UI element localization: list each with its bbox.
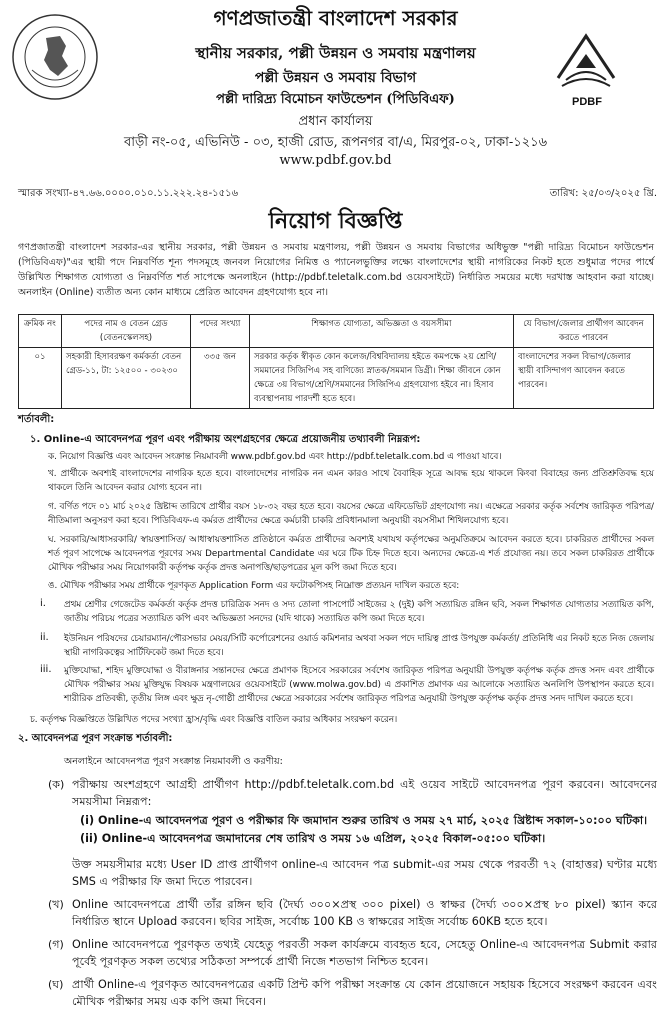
online-rule-ka: পরীক্ষায় অংশগ্রহণে আগ্রহী প্রার্থীগণ http://pdbf.teletalk.com.bd এই ওয়েব সাইটে আবেদনপত্র পূরণ করবেন। আবেদনের সময়সীমা নিম্নরূপ: <box>72 778 657 808</box>
condition-ga: গ. বর্ণিত পদে ০১ মার্চ ২০২৫ খ্রিষ্টাব্দ তারিখে প্রার্থীর বয়স ১৮-৩২ বছর হতে হবে। বয়সের ক্ষেত্রে এফিডেভিট গ্রহণযোগ্য নয়। এক্ষেত্রে সরকার কর্তৃক সর্বশেষ জারিকৃত পরিপত্র/ নীতিমালা অনুসরণ করা হবে। পিডিবিএফ-এ কর্মরত প্রার্থীদের ক্ষেত্রে কর্মচারী চাকরি প্রবিধানমালা অনুযায়ী বয়সসীমা শিথিলযোগ্য হবে। <box>48 502 654 526</box>
conditions-heading: শর্তাবলী: <box>18 414 55 425</box>
deadline-start: (i) Online-এ আবেদনপত্র পূরণ ও পরীক্ষার ফি জমাদান শুরুর তারিখ ও সময় ২৭ মার্চ, ২০২৫ খ্রিষ্টাব্দ সকাল-১০:০০ ঘটিকা। <box>80 814 648 827</box>
office-name: প্রধান কার্যালয় <box>298 114 373 129</box>
government-title: গণপ্রজাতন্ত্রী বাংলাদেশ সরকার <box>213 6 458 30</box>
table-row <box>19 348 654 409</box>
col-eligible: যে বিভাগ/জেলার প্রার্থীগণ আবেদন করতে পারবেন <box>514 315 654 348</box>
intro-paragraph: গণপ্রজাতন্ত্রী বাংলাদেশ সরকার-এর স্থানীয় সরকার, পল্লী উন্নয়ন ও সমবায় মন্ত্রণালয়, পল্লী উন্নয়ন ও সমবায় বিভাগের অধিভুক্ত "পল্লী দারিদ্র্য বিমোচন ফাউন্ডেশন (পিডিবিএফ)"এর স্থায়ী পদে নিম্নবর্ণিত শূন্য পদসমূহে জনবল নিয়োগের নিমিত্ত ও প্যানেলভুক্তির লক্ষ্যে বাংলাদেশের স্থায়ী নাগরিকের নিকট হতে শুধুমাত্র পদের পার্শ্বে উল্লিখিত শিক্ষাগত যোগ্যতা ও নিম্নবর্ণিত শর্ত সাপেক্ষে অনলাইনে (http://pdbf.teletalk.com.bd ওয়েবসাইটে) নির্ধারিত সময়ের মধ্যে দরখাস্ত আহবান করা যাচ্ছে। অনলাইন (Online) ব্যতীত অন্য কোন মাধ্যমে প্রেরিত আবেদন গ্রহণযোগ্য হবে না। <box>18 242 654 298</box>
condition-umo: ঙ. মৌখিক পরীক্ষার সময় প্রার্থীকে পূরণকৃত Application Form এর ফটোকপিসহ নিম্নোক্ত প্রত্যয়ন দাখিল করতে হবে: <box>48 581 460 591</box>
vacancy-table <box>18 314 654 409</box>
cell-post: সহকারী হিসাবরক্ষণ কর্মকর্তা বেতন গ্রেড-১১, টা: ১২৫০০ - ৩০২৩০ <box>62 348 191 409</box>
condition-ii: ইউনিয়ন পরিষদের চেয়ারম্যান/পৌরসভার মেয়র/সিটি কর্পোরেশনের ওয়ার্ড কমিশনার অথবা সকল পদে দায়িত্ব প্রাপ্ত উপযুক্ত কর্মকর্তা/ প্রতিনিধি এর নিকট হতে নিজ জেলায় স্থায়ী নাগরিকত্বের সার্টিফিকেট জমা দিতে হবে। <box>64 634 654 658</box>
office-address: বাড়ী নং-০৫, এভিনিউ - ০৩, হাজী রোড, রূপনগর বা/এ, মিরপুর-০২, ঢাকা-১২১৬ <box>123 135 548 150</box>
notice-title: নিয়োগ বিজ্ঞপ্তি <box>268 208 403 234</box>
cell-qualification: সরকার কর্তৃক স্বীকৃত কোন কলেজ/বিশ্ববিদ্যালয় হইতে কমপক্ষে ২য় শ্রেণি/সমমানের সিজিপিএ সহ বাণিজ্যে স্নাতক/সমমান ডিগ্রী। শিক্ষা জীবনে কোন ক্ষেত্রে ৩য় বিভাগ/শ্রেণি/সমমানের সিজিপিএ গ্রহণযোগ্য হইবে না। হিসাব ব্যবস্থাপনায় পারদর্শী হতে হবে। <box>250 348 514 409</box>
roman-iii: iii. <box>40 664 52 675</box>
ministry-name: স্থানীয় সরকার, পল্লী উন্নয়ন ও সমবায় মন্ত্রণালয় <box>195 44 476 62</box>
roman-ii: ii. <box>40 632 49 643</box>
condition-kha: খ. প্রার্থীকে অবশ্যই বাংলাদেশের নাগরিক হতে হবে। বাংলাদেশের নাগরিক নন এমন কারও সাথে বৈবাহিক সূত্রে আবদ্ধ হয়ে থাকলে কিংবা বিবাহের জন্য প্রতিশ্রুতিবদ্ধ হয়ে থাকলে তিনি আবেদন করার যোগ্য হবেন না। <box>48 469 654 493</box>
mark-kha: (খ) <box>48 898 64 911</box>
letterhead <box>0 0 671 170</box>
memo-number: স্মারক সংখ্যা-৪৭.৬৬.০০০০.০১০.১১.২২২.২৪-১৫১৬ <box>18 188 239 199</box>
memo-date: তারিখ: ২৫/০৩/২০২৫ খ্রি. <box>549 188 657 199</box>
col-qualification: শিক্ষাগত যোগ্যতা, অভিজ্ঞতা ও বয়সসীমা <box>250 315 514 348</box>
mark-ka: (ক) <box>48 778 65 791</box>
col-serial: ক্রমিক নং <box>19 315 62 348</box>
fee-payment-note: উক্ত সময়সীমার মধ্যে User ID প্রাপ্ত প্রার্থীগণ online-এ আবেদন পত্র submit-এর সময় থেকে পরবর্তী ৭২ (বাহাত্তর) ঘণ্টার মধ্যে SMS এ পরীক্ষার ফি জমা দিতে পারবেন। <box>72 858 657 888</box>
online-rule-kha: Online আবেদনপত্রে প্রার্থী তাঁর রঙ্গিন ছবি (দৈর্ঘ্য ৩০০×প্রস্থ ৩০০ pixel) ও স্বাক্ষর (দৈর্ঘ্য ৩০০×প্রস্থ ৮০ pixel) স্ক্যান করে নির্ধারিত স্থানে Upload করবেন। ছবির সাইজ, সর্বোচ্চ 100 KB ও স্বাক্ষরের সাইজ সর্বোচ্চ 60KB হতে হবে। <box>72 898 657 928</box>
mark-gha: (ঘ) <box>48 978 64 991</box>
division-name: পল্লী উন্নয়ন ও সমবায় বিভাগ <box>254 70 417 86</box>
col-count: পদের সংখ্যা <box>191 315 250 348</box>
foundation-name: পল্লী দারিদ্র্য বিমোচন ফাউন্ডেশন (পিডিবিএফ) <box>216 92 455 107</box>
section-1-heading: ১. Online-এ আবেদনপত্র পূরণ এবং পরীক্ষায় অংশগ্রহণের ক্ষেত্রে প্রয়োজনীয় তথ্যাবলী নিম্নরূপ: <box>30 434 421 445</box>
online-rule-ga: Online আবেদনপত্রে পূরণকৃত তথ্যই যেহেতু পরবর্তী সকল কার্যক্রমে ব্যবহৃত হবে, সেহেতু Online-এ আবেদনপত্র Submit করার পূর্বেই পূরণকৃত সকল তথ্যের সঠিকতা সম্পর্কে প্রার্থী নিজে শতভাগ নিশ্চিত হবেন। <box>72 938 657 968</box>
condition-ka: ক. নিয়োগ বিজ্ঞপ্তি এবং আবেদন সংক্রান্ত নিয়মাবলী www.pdbf.gov.bd এবং http://pdbf.teletalk.com.bd এ পাওয়া যাবে। <box>48 452 502 462</box>
mark-ga: (গ) <box>48 938 64 951</box>
condition-gha: ঘ. সরকারি/আধাসরকারি/ স্বায়ত্তশাসিত/ আধাস্বায়ত্তশাসিত প্রতিষ্ঠানে কর্মরত প্রার্থীদের অবশ্যই যথাযথ কর্তৃপক্ষের অনুমতিক্রমে আবেদন করতে হবে। চাকরিরত প্রার্থীদের সকল শর্ত পূরণ সাপেক্ষে আবেদনপত্র পূরণের সময় Departmental Candidate এর ঘরে টিক চিহ্ন দিতে হবে। অন্যদের ক্ষেত্রে-এ শর্ত প্রযোজ্য নয়। তবে সকল চাকরিরত প্রার্থীকে মৌখিক পরীক্ষার সময় নিয়োগকারী কর্তৃপক্ষ কর্তৃক প্রদত্ত অনাপত্তি/ছাড়পত্রের মূল কপি জমা দিতে হবে। <box>48 535 654 573</box>
pdbf-logo-icon <box>552 28 620 100</box>
roman-i: i. <box>40 598 46 609</box>
online-rules-intro: অনলাইনে আবেদনপত্র পূরণ সংক্রান্ত নিয়মাবলী ও করণীয়: <box>64 756 283 767</box>
condition-cha: চ. কর্তৃপক্ষ বিজ্ঞপ্তিতে উল্লিখিত পদের সংখ্যা হ্রাস/বৃদ্ধি এবং বিজ্ঞপ্তি বাতিল করার অধিকার সংরক্ষণ করেন। <box>30 715 398 725</box>
table-header-row <box>19 315 654 348</box>
cell-count: ৩৩৫ জন <box>191 348 250 409</box>
online-rule-gha: প্রার্থী Online-এ পূরণকৃত আবেদনপত্রের একটি প্রিন্ট কপি পরীক্ষা সংক্রান্ত যে কোন প্রয়োজনে সহায়ক হিসেবে সংরক্ষণ করবেন এবং মৌখিক পরীক্ষার সময় এক কপি জমা দিবেন। <box>72 978 657 1008</box>
website: www.pdbf.gov.bd <box>279 153 392 168</box>
condition-i: প্রথম শ্রেণীর গেজেটেড কর্মকর্তা কর্তৃক প্রদত্ত চারিত্রিক সনদ ও সদ্য তোলা পাসপোর্ট সাইজের ২ (দুই) কপি সত্যায়িত রঙ্গিন ছবি, সকল শিক্ষাগত যোগ্যতার সত্যায়িত কপি, জাতীয় পরিচয় পত্রের সত্যায়িত কপি এবং অভিজ্ঞতা সনদের (যদি থাকে) সত্যায়িত কপি জমা দিতে হবে। <box>64 600 654 624</box>
cell-serial: ০১ <box>19 348 62 409</box>
logo-caption: PDBF <box>572 96 602 108</box>
cell-eligible: বাংলাদেশের সকল বিভাগ/জেলার স্থায়ী বাসিন্দাগণ আবেদন করতে পারবেন। <box>514 348 654 409</box>
section-2-heading: ২. আবেদনপত্র পূরণ সংক্রান্ত শর্তাবলী: <box>18 733 173 744</box>
col-post: পদের নাম ও বেতন গ্রেড (বেতনস্কেলসহ) <box>62 315 191 348</box>
condition-iii: মুক্তিযোদ্ধা, শহিদ মুক্তিযোদ্ধা ও বীরাঙ্গনার সন্তানদের ক্ষেত্রে প্রমাণক হিসেবে সরকারের সর্বশেষ জারিকৃত পরিপত্র অনুযায়ী উপযুক্ত কর্তৃপক্ষ কর্তৃক প্রদত্ত সনদ এবং প্রার্থীকে মৌখিক পরীক্ষার সময় মুক্তিযুদ্ধ বিষয়ক মন্ত্রণালয়ের ওয়েবসাইটে (www.molwa.gov.bd) এ প্রকাশিত প্রমাণক এর আলোকে সত্যায়িত অনলিপি উপস্থাপন করতে হবে। শারীরিক প্রতিবন্ধী, তৃতীয় লিঙ্গ এবং ক্ষুদ্র নৃ-গোষ্ঠী প্রার্থীদের ক্ষেত্রে সরকারের সর্বশেষ জারিকৃত পরিপত্র অনুযায়ী উপযুক্ত কর্তৃপক্ষ কর্তৃক প্রদত্ত সনদ দাখিল করতে হবে। <box>64 666 654 704</box>
deadline-end: (ii) Online-এ আবেদনপত্র জমাদানের শেষ তারিখ ও সময় ১৬ এপ্রিল, ২০২৫ বিকাল-০৫:০০ ঘটিকা। <box>80 832 546 845</box>
